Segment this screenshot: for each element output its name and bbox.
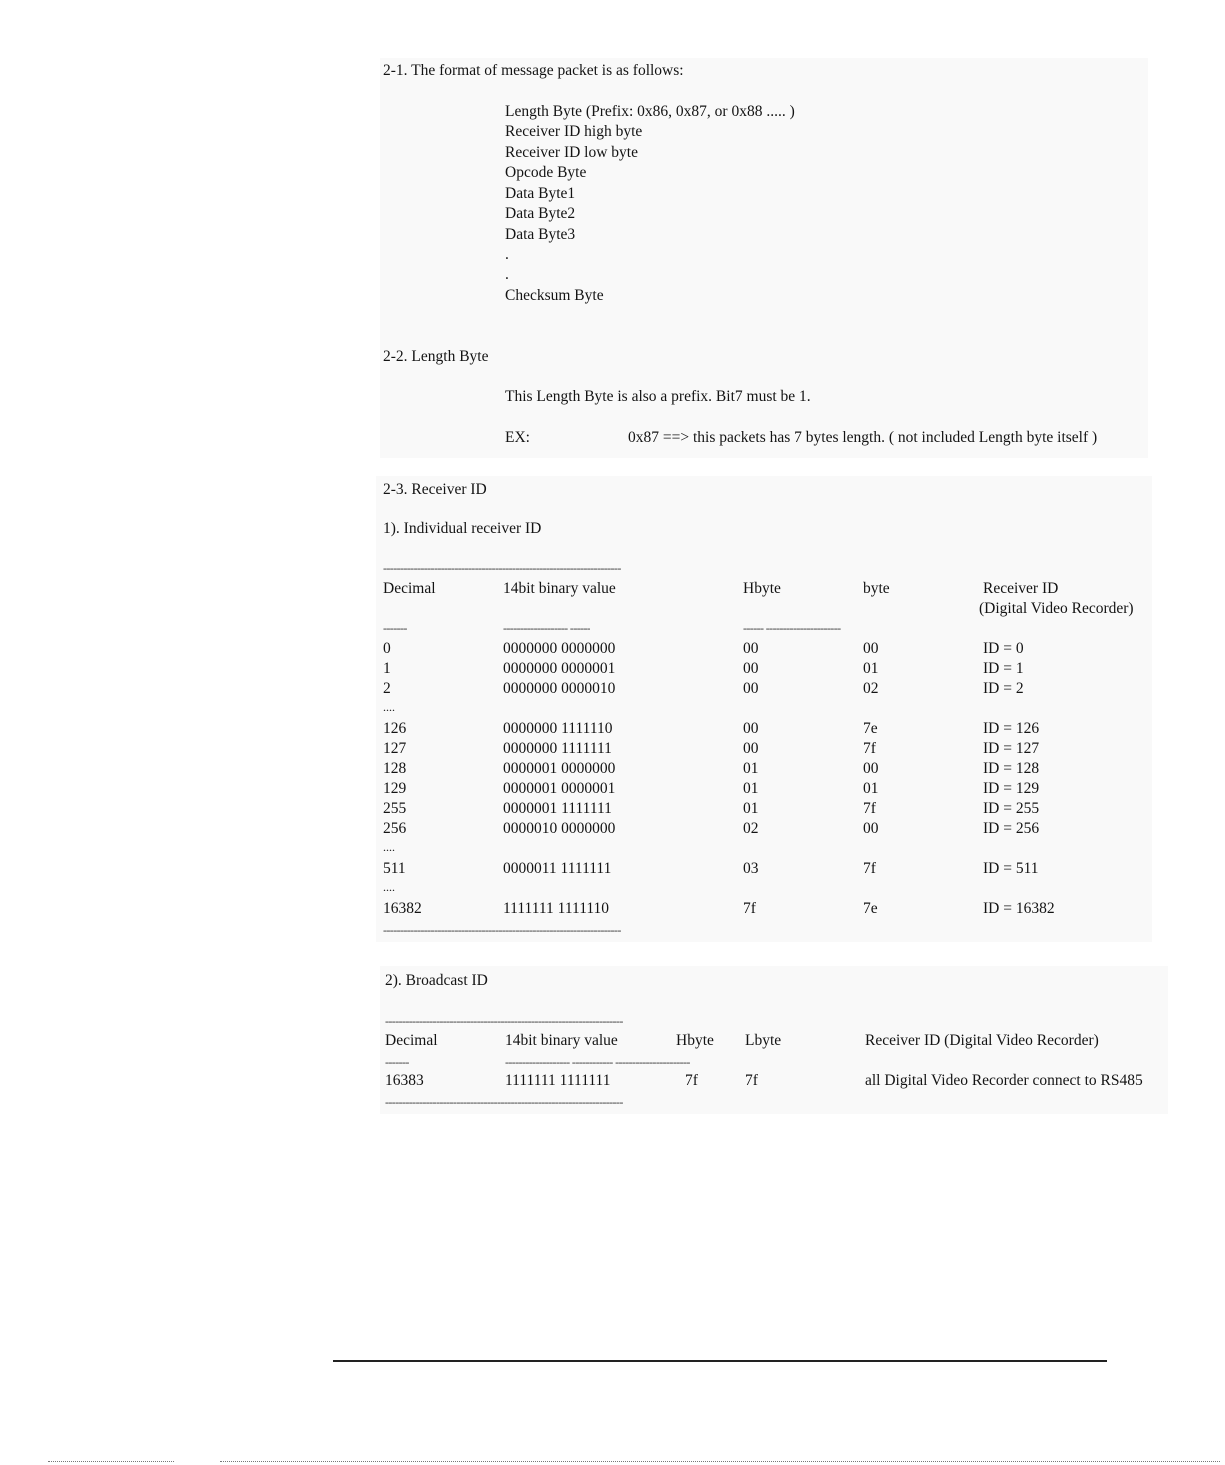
broadcast-header-decimal: Decimal (385, 1032, 438, 1049)
cell-binary: 1111111 1111110 (503, 900, 610, 917)
cell-binary: 0000000 1111110 (503, 720, 613, 737)
cell-receiver: ID = 127 (983, 740, 1040, 757)
cell-binary: 0000001 0000000 (503, 760, 616, 777)
col-underline-binary: ------------------- ------ (503, 621, 591, 635)
cell-binary: 0000000 0000001 (503, 660, 616, 677)
cell-byte: 01 (863, 780, 879, 797)
broadcast-cell-decimal: 16383 (385, 1072, 424, 1089)
cell-decimal: 128 (383, 760, 407, 777)
cell-byte: 00 (863, 820, 879, 837)
cell-decimal: 511 (383, 860, 406, 877)
cell-byte: 7e (863, 720, 878, 737)
packet-field: Receiver ID low byte (505, 144, 638, 161)
cell-receiver: ID = 126 (983, 720, 1040, 737)
broadcast-cell-binary: 1111111 1111111 (505, 1072, 611, 1089)
table-top-rule: ---------------------------------------------------------------------- (383, 561, 621, 575)
broadcast-underline-decimal: ------- (385, 1055, 409, 1069)
packet-field: Opcode Byte (505, 164, 587, 181)
packet-field: Receiver ID high byte (505, 123, 643, 140)
cell-receiver: ID = 16382 (983, 900, 1055, 917)
cell-decimal: .... (383, 880, 395, 894)
cell-hbyte: 00 (743, 740, 759, 757)
cell-hbyte: 00 (743, 720, 759, 737)
col-underline-hbyte: ------ ---------------------- (743, 621, 841, 635)
cell-binary: 0000010 0000000 (503, 820, 616, 837)
cell-receiver: ID = 256 (983, 820, 1040, 837)
broadcast-cell-lbyte: 7f (745, 1072, 758, 1089)
cell-hbyte: 02 (743, 820, 759, 837)
cell-hbyte: 03 (743, 860, 759, 877)
bottom-edge-line (48, 1461, 174, 1463)
cell-receiver: ID = 511 (983, 860, 1039, 877)
cell-decimal: 256 (383, 820, 407, 837)
broadcast-header-lbyte: Lbyte (745, 1032, 782, 1049)
col-header-receiver-sub: (Digital Video Recorder) (979, 600, 1134, 617)
cell-binary: 0000001 1111111 (503, 800, 612, 817)
cell-receiver: ID = 129 (983, 780, 1040, 797)
cell-decimal: 16382 (383, 900, 422, 917)
cell-decimal: 1 (383, 660, 391, 677)
cell-byte: 00 (863, 760, 879, 777)
cell-byte: 7f (863, 860, 876, 877)
broadcast-top-rule: ---------------------------------------------------------------------- (385, 1014, 623, 1028)
bottom-edge-line (220, 1461, 1220, 1463)
col-underline-decimal: ------- (383, 621, 407, 635)
cell-byte: 01 (863, 660, 879, 677)
packet-field: . (505, 266, 509, 283)
individual-id-subheading: 1). Individual receiver ID (383, 520, 542, 537)
cell-binary: 0000011 1111111 (503, 860, 612, 877)
cell-byte: 02 (863, 680, 879, 697)
broadcast-bottom-rule: ---------------------------------------------------------------------- (385, 1095, 623, 1109)
broadcast-header-binary: 14bit binary value (505, 1032, 618, 1049)
broadcast-cell-receiver: all Digital Video Recorder connect to RS485 (865, 1072, 1143, 1089)
example-label: EX: (505, 429, 530, 446)
table-bottom-rule: ---------------------------------------------------------------------- (383, 923, 621, 937)
packet-field: Data Byte1 (505, 185, 576, 202)
packet-field: . (505, 246, 509, 263)
cell-decimal: 127 (383, 740, 407, 757)
cell-hbyte: 01 (743, 760, 759, 777)
cell-hbyte: 00 (743, 680, 759, 697)
broadcast-cell-hbyte: 7f (685, 1072, 698, 1089)
cell-decimal: 2 (383, 680, 391, 697)
cell-byte: 7e (863, 900, 878, 917)
cell-receiver: ID = 2 (983, 680, 1024, 697)
cell-binary: 0000000 1111111 (503, 740, 612, 757)
cell-hbyte: 01 (743, 780, 759, 797)
packet-field: Checksum Byte (505, 287, 604, 304)
cell-hbyte: 7f (743, 900, 756, 917)
cell-receiver: ID = 0 (983, 640, 1024, 657)
packet-field: Data Byte2 (505, 205, 576, 222)
col-header-hbyte: Hbyte (743, 580, 781, 597)
packet-field: Length Byte (Prefix: 0x86, 0x87, or 0x88 ..... ) (505, 103, 795, 120)
cell-receiver: ID = 128 (983, 760, 1040, 777)
broadcast-id-subheading: 2). Broadcast ID (385, 972, 488, 989)
packet-field: Data Byte3 (505, 226, 576, 243)
broadcast-header-receiver: Receiver ID (Digital Video Recorder) (865, 1032, 1099, 1049)
broadcast-header-hbyte: Hbyte (676, 1032, 714, 1049)
section-2-1-heading: 2-1. The format of message packet is as follows: (383, 62, 684, 79)
cell-decimal: 0 (383, 640, 391, 657)
cell-decimal: 129 (383, 780, 407, 797)
col-header-byte: byte (863, 580, 890, 597)
cell-receiver: ID = 255 (983, 800, 1040, 817)
cell-decimal: 255 (383, 800, 407, 817)
footer-rule (333, 1360, 1107, 1362)
cell-decimal: .... (383, 700, 395, 714)
broadcast-underline-binary: ------------------- ------------ ---------------------- (505, 1055, 690, 1069)
cell-byte: 7f (863, 740, 876, 757)
cell-hbyte: 00 (743, 660, 759, 677)
col-header-binary: 14bit binary value (503, 580, 616, 597)
cell-byte: 7f (863, 800, 876, 817)
cell-byte: 00 (863, 640, 879, 657)
cell-binary: 0000001 0000001 (503, 780, 616, 797)
cell-binary: 0000000 0000010 (503, 680, 616, 697)
cell-receiver: ID = 1 (983, 660, 1024, 677)
example-text: 0x87 ==> this packets has 7 bytes length. ( not included Length byte itself ) (628, 429, 1098, 446)
col-header-decimal: Decimal (383, 580, 436, 597)
cell-hbyte: 01 (743, 800, 759, 817)
cell-hbyte: 00 (743, 640, 759, 657)
cell-decimal: 126 (383, 720, 407, 737)
col-header-receiver: Receiver ID (983, 580, 1059, 597)
section-2-3-heading: 2-3. Receiver ID (383, 481, 487, 498)
section-2-2-heading: 2-2. Length Byte (383, 348, 489, 365)
length-byte-description: This Length Byte is also a prefix. Bit7 must be 1. (505, 388, 811, 405)
cell-decimal: .... (383, 840, 395, 854)
cell-binary: 0000000 0000000 (503, 640, 616, 657)
